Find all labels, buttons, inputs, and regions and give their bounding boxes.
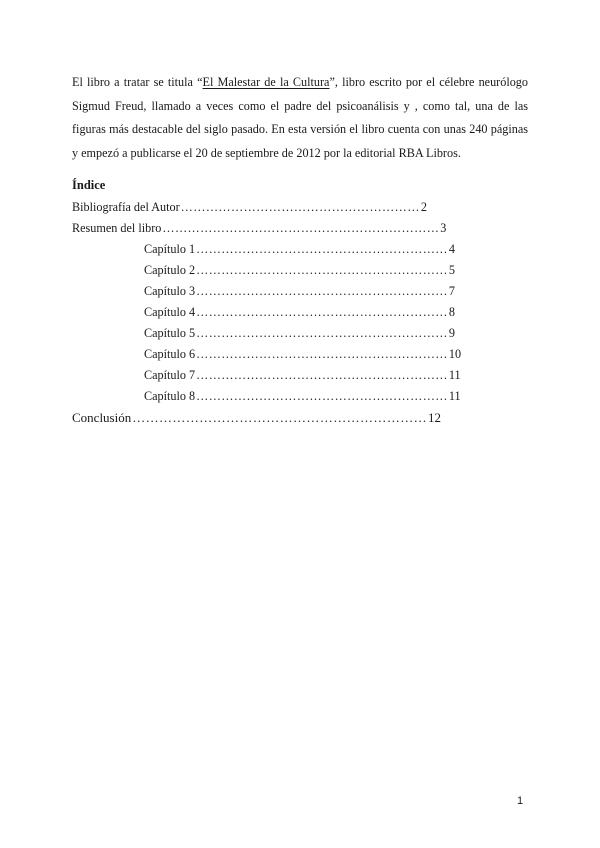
- book-title: El Malestar de la Cultura: [202, 75, 330, 89]
- toc-entry-capitulo-7: [144, 368, 461, 388]
- toc-entry-capitulo-3: [144, 284, 455, 304]
- intro-text-start: El libro a tratar se titula “: [72, 75, 203, 89]
- toc-entry-page: 11: [448, 389, 461, 403]
- toc-entry-page: 2: [420, 200, 427, 214]
- intro-text-end: ”, libro escrito por el célebre neurólogo Sigmud Freud, llamado a veces como el padre del psicoanálisis y , como tal, una de las figuras más destacable del siglo pasado. En esta versión el libro cuenta con unas 240 páginas y empezó a publicarse el 20 de septiembre de 2012 por la editorial RBA Libros.: [72, 75, 528, 160]
- page-number: 1: [517, 795, 524, 807]
- toc-entry-capitulo-6: [144, 347, 462, 367]
- toc-leader-dots: ……………………………………………………: [196, 242, 448, 256]
- toc-entry-page: 3: [440, 221, 447, 235]
- toc-entry-label: Capítulo 3: [144, 284, 196, 298]
- toc-entry-page: 5: [448, 263, 455, 277]
- toc-entry-page: 9: [448, 326, 455, 340]
- toc-leader-dots: …………………………………………………………: [132, 410, 428, 425]
- toc-leader-dots: ……………………………………………………: [196, 389, 448, 403]
- toc-leader-dots: ……………………………………………………: [196, 368, 448, 382]
- toc-entry-label: Capítulo 7: [144, 368, 196, 382]
- toc-leader-dots: ……………………………………………………: [196, 284, 448, 298]
- toc-entry-label: Capítulo 1: [144, 242, 196, 256]
- toc-entry-label: Conclusión: [72, 410, 132, 425]
- toc-entry-conclusion: [72, 410, 442, 430]
- toc-entry-label: Capítulo 6: [144, 347, 196, 361]
- toc-entry-capitulo-2: [144, 263, 455, 283]
- toc-entry-label: Capítulo 2: [144, 263, 196, 277]
- toc-leader-dots: …………………………………………………: [180, 200, 420, 214]
- toc-entry-capitulo-4: [144, 305, 455, 325]
- toc-entry-page: 4: [448, 242, 455, 256]
- toc-entry-label: Capítulo 8: [144, 389, 196, 403]
- toc-entry-page: 8: [448, 305, 455, 319]
- intro-paragraph: [72, 71, 528, 165]
- toc-entry-capitulo-5: [144, 326, 455, 346]
- toc-entry-page: 7: [448, 284, 455, 298]
- toc-entry-label: Resumen del libro: [72, 221, 162, 235]
- toc-entry-capitulo-8: [144, 389, 461, 409]
- toc-title: Índice: [72, 178, 106, 192]
- toc-entry-page: 11: [448, 368, 461, 382]
- toc-leader-dots: ……………………………………………………: [196, 305, 448, 319]
- toc-entry-capitulo-1: [144, 242, 455, 262]
- toc-leader-dots: ……………………………………………………: [196, 326, 448, 340]
- toc-entry-resumen: [72, 221, 447, 241]
- toc-entry-bibliografia: [72, 200, 427, 220]
- toc-entry-page: 12: [428, 410, 442, 425]
- toc-entry-label: Capítulo 4: [144, 305, 196, 319]
- toc-entry-label: Capítulo 5: [144, 326, 196, 340]
- toc-leader-dots: ……………………………………………………: [196, 263, 448, 277]
- toc-entry-label: Bibliografía del Autor: [72, 200, 180, 214]
- toc-entry-page: 10: [448, 347, 462, 361]
- toc-leader-dots: ……………………………………………………: [196, 347, 448, 361]
- toc-leader-dots: …………………………………………………………: [162, 221, 440, 235]
